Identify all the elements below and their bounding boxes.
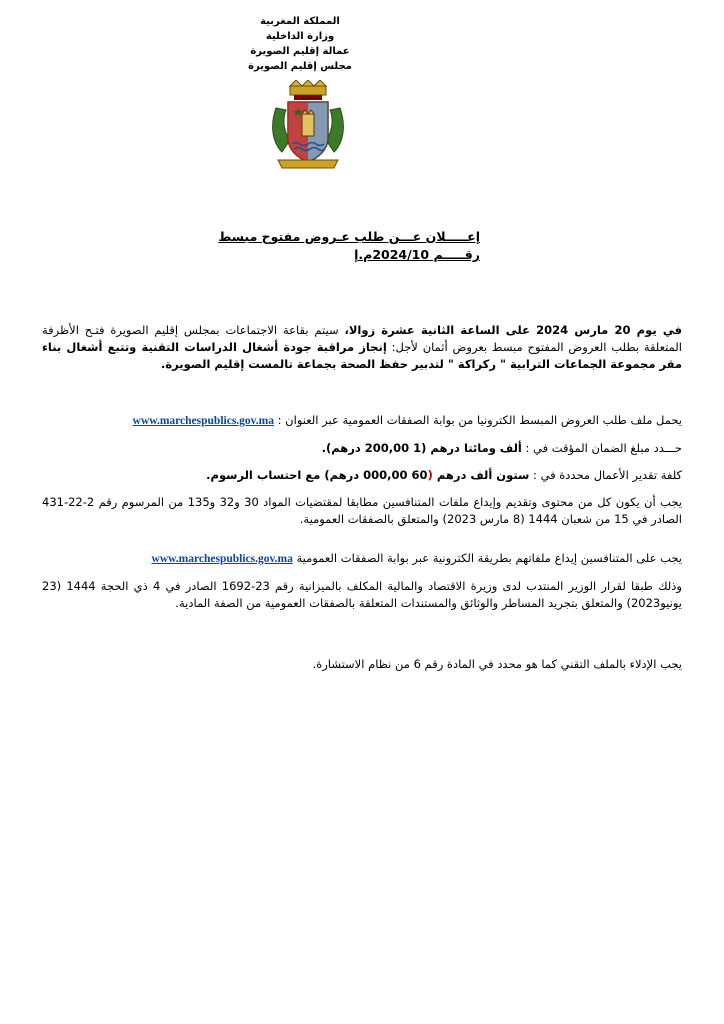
notice-heading [180,228,480,264]
technical-file-paragraph: يجب الإدلاء بالملف التقني كما هو محدد في المادة رقم 6 من نظام الاستشارة. [312,657,682,671]
prefecture-line: عمالة إقليم الصويرة [250,46,350,57]
guarantee-paragraph [42,440,682,457]
tender-subject: إنجاز مراقبة جودة أشغال الدراسات التقنية وتتبع أشغال بناء مقر مجموعة الجماعات الترابية " ركراكة " لتدبير حفظ الصحة بجماعة تالمست إقليم الصويرة. [42,340,682,371]
submission-paragraph [42,550,682,568]
kingdom-line: المملكة المغربية [260,16,340,27]
council-line: مجلس إقليم الصويرة [248,61,352,72]
notice-number: رقـــــم 2024/10م.إ [354,247,480,262]
notice-title: إعـــــلان عـــن طلب عـروض مفتوح مبسط [218,229,480,244]
download-paragraph [42,412,682,430]
download-text: يحمل ملف طلب العروض المبسط الكترونيا من بوابة الصفقات العمومية عبر العنوان : [274,413,682,427]
estimate-text: كلفة تقدير الأعمال محددة في : [529,468,682,482]
submission-portal-link[interactable]: www.marchespublics.gov.ma [151,553,293,565]
ministry-line: وزارة الداخلية [265,31,335,42]
session-date: في يوم 20 مارس 2024 على الساعة الثانية عشرة زوالا، [344,323,682,337]
opening-text: سيتم بقاعة الاجتماعات بمجلس إقليم الصويرة فتـح الأظرفة المتعلقة بطلب العروض المفتوح مبسط بعروض أثمان لأجل: [42,323,682,354]
compliance-paragraph: يجب أن يكون كل من محتوى وتقديم وإيداع ملفات المتنافسين مطابقا لمقتضيات المواد 30 و32 و135 من المرسوم رقم 2-22-431 الصادر في 15 من شعبان 1444 (8 مارس 2023) والمتعلق بالصفقات العمومية. [42,495,682,526]
estimate-amount: 60 000,00 درهم) مع احتساب الرسوم. [206,468,428,482]
decree-paragraph: وذلك طبقا لقرار الوزير المنتدب لدى وزيرة الاقتصاد والمالية المكلف بالميزانية رقم 23-1692 الصادر في 4 ذي الحجة 1444 (23 يونيو2023) والمتعلق بتجريد المساطر والوثائق والمستندات المتعلقة بالصفقات العمومية من الصفة المادية. [42,579,682,610]
guarantee-amount: ألف ومائتا درهم (1 200,00 درهم). [321,441,522,455]
estimate-paragraph [42,467,682,484]
coat-of-arms-icon [268,80,348,170]
opening-paragraph [42,322,682,373]
estimate-paren: ( [427,468,433,482]
portal-link[interactable]: www.marchespublics.gov.ma [132,415,274,427]
estimate-amount-words: ستون ألف درهم [432,468,530,482]
submission-text: يجب على المتنافسين إيداع ملفاتهم بطريقة الكترونية عبر بوابة الصفقات العمومية [292,551,682,565]
letterhead [230,14,370,74]
guarantee-text: حـــدد مبلغ الضمان المؤقت في : [521,441,682,455]
